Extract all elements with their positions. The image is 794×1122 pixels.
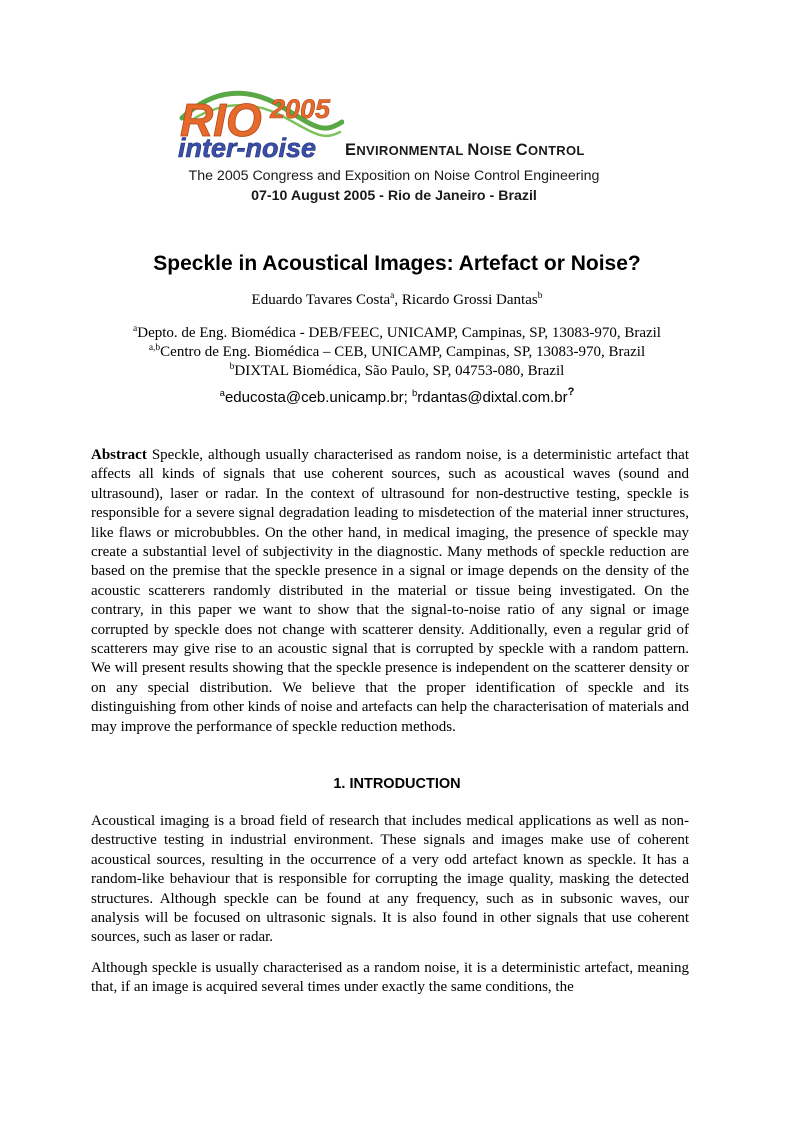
banner-tagline: ENVIRONMENTAL NOISE CONTROL: [345, 141, 585, 159]
affiliation: $^{a,b}$Centro de Eng. Biomédica – CEB, UNICAMP, Campinas, SP, 13083-970, Brazil: [148, 343, 646, 360]
author-superscript: a: [390, 291, 395, 301]
section-heading: 1. INTRODUCTION: [333, 776, 461, 792]
author-name: Eduardo Tavares Costa: [251, 292, 391, 308]
internoise-2005-logo: [174, 78, 344, 160]
logo-rio: RIO: [180, 94, 262, 146]
email-link[interactable]: rdantas@dixtal.com.br: [417, 389, 568, 406]
paper-title: Speckle in Acoustical Images: Artefact or Noise?: [153, 252, 641, 275]
conference-banner: [170, 78, 630, 208]
logo-internoise: inter-noise: [178, 133, 317, 160]
banner-subtitle: The 2005 Congress and Exposition on Noise Control Engineering: [188, 168, 600, 184]
paragraph: Acoustical imaging is a broad field of research that includes medical applications as well as non-destructive testing in industrial environment. These signals and images make use of coherent acoustical sources, resulting in the occurrence of a very odd artefact known as speckle. It has a random-like behaviour that is responsible for corrupting the image quality, masking the detected structures. Although speckle can be found at any frequency, such as in subsonic waves, our analysis will be focused on ultrasonic signals. It is also found in other signals that use coherent sources, such as laser or radar.: [91, 813, 689, 946]
logo-year: 2005: [270, 94, 331, 124]
paragraph: Although speckle is usually characterised as a random noise, it is a deterministic artefact, meaning that, if an image is acquired several times under exactly the same conditions, the: [91, 960, 689, 996]
email-footnote-mark: ?: [567, 386, 575, 398]
abstract-text: Speckle, although usually characterised as random noise, is a deterministic artefact that affects all kinds of signals that use coherent sources, such as acoustical waves (sound and ultrasound), laser or radar. In the context of ultrasound for non-destructive testing, speckle is responsible for a severe signal degradation leading to misdetection of the material inner structures, like flaws or microbubbles. On the other hand, in medical imaging, the presence of speckle may create a substantial level of subjectivity in the diagnostic. Many methods of speckle reduction are based on the premise that the speckle presence in a signal or image depends on the density of the acoustic scatterers randomly distributed in the material or tissue being investigated. On the contrary, in this paper we want to show that the signal-to-noise ratio of any signal or image corrupted by speckle does not change with scatterer density. Additionally, even a regular grid of scatterers may give rise to an acoustic signal that is corrupted by speckle with a random pattern. We will present results showing that the speckle presence is independent on the scatterer density or on any special distribution. We believe that the proper identification of speckle and its distinguishing from other kinds of noise and artefacts can help the characterisation of materials and may improve the performance of speckle reduction methods.: [91, 447, 689, 735]
abstract: [91, 446, 689, 737]
affiliation: $^b$DIXTAL Biomédica, São Paulo, SP, 04753-080, Brazil: [229, 362, 565, 379]
author-emails: $^a$educosta@ceb.unicamp.br; $^b$rdantas@dixtal.com.br?: [219, 386, 575, 406]
affiliation: $^a$Depto. de Eng. Biomédica - DEB/FEEC, UNICAMP, Campinas, SP, 13083-970, Brazil: [133, 324, 661, 341]
email-link[interactable]: educosta@ceb.unicamp.br: [224, 389, 404, 406]
abstract-label: Abstract: [91, 447, 147, 463]
author-name: Ricardo Grossi Dantas: [401, 292, 538, 308]
banner-dates: 07-10 August 2005 - Rio de Janeiro - Brazil: [251, 188, 537, 204]
author-superscript: b: [537, 291, 543, 301]
author-list: Eduardo Tavares Costa$^a$, Ricardo Grossi Dantas$^b$: [251, 291, 543, 308]
